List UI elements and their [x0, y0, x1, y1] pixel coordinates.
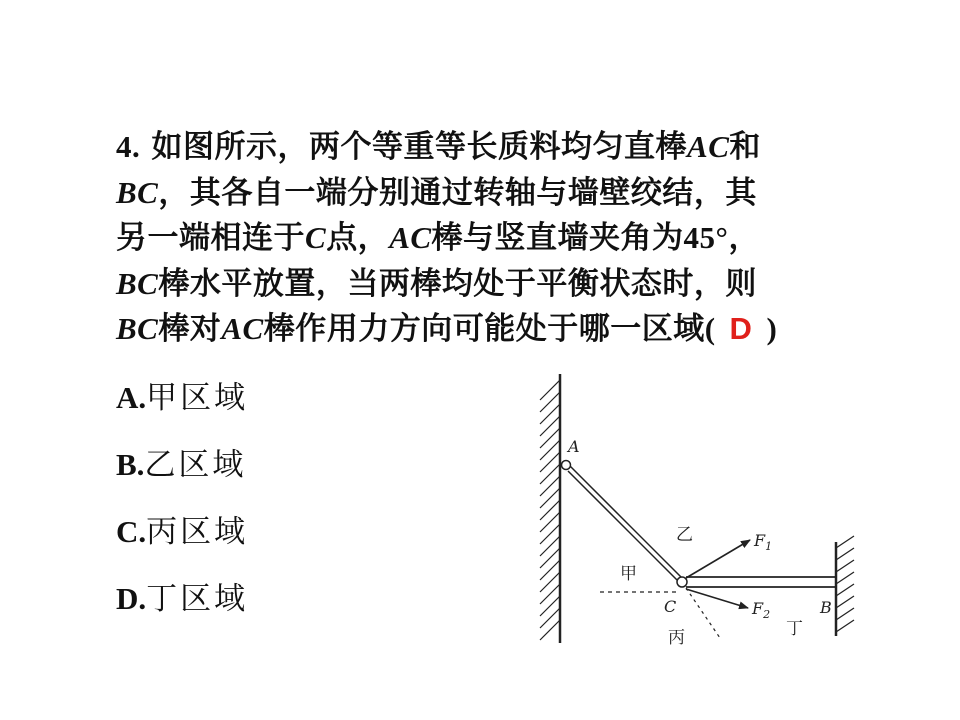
pivot-c	[677, 577, 687, 587]
pivot-a	[562, 461, 571, 470]
variable-bc: BC	[116, 265, 159, 301]
question-line-5: BC棒对AC棒作用力方向可能处于哪一区域( D )	[116, 311, 778, 347]
question-line-2: BC，其各自一端分别通过转轴与墙壁绞结，其	[116, 174, 757, 211]
option-c: C.丙区域	[116, 514, 249, 550]
question-text	[116, 124, 896, 352]
paren-open: (	[704, 311, 716, 346]
paren-close: )	[766, 311, 778, 346]
region-jia-label: 甲	[620, 564, 637, 584]
label-point-a: A	[568, 437, 580, 456]
variable-bc: BC	[116, 311, 159, 346]
right-wall	[836, 536, 854, 636]
question-number: 4.	[116, 129, 141, 164]
label-f1: $F_1$	[754, 531, 773, 553]
label-f2: $F_2$	[752, 599, 771, 621]
region-ding-label: 丁	[786, 619, 803, 639]
question-line-3: 另一端相连于C点，AC棒与竖直墙夹角为45°，	[116, 220, 760, 256]
variable-c: C	[305, 220, 327, 255]
label-point-c: C	[664, 597, 677, 616]
left-wall	[540, 374, 560, 643]
region-bing-label: 丙	[668, 628, 685, 648]
option-b: B.乙区域	[116, 447, 247, 483]
force-f2-arrow	[686, 589, 748, 608]
answer-mark: D	[729, 311, 753, 346]
variable-ac: AC	[389, 220, 432, 255]
variable-ac: AC	[221, 311, 264, 346]
question-line-1: 4. 如图所示，两个等重等长质料均匀直棒AC和	[116, 129, 761, 165]
option-a: A.甲区域	[116, 380, 249, 416]
variable-ac: AC	[687, 129, 730, 164]
question-line-4: BC棒水平放置，当两棒均处于平衡状态时，则	[116, 265, 757, 302]
angle-value: 45°	[683, 220, 729, 255]
region-yi-label: 乙	[676, 525, 693, 545]
option-d: D.丁区域	[116, 581, 249, 617]
variable-bc: BC	[116, 174, 159, 210]
physics-diagram	[520, 368, 860, 653]
force-f1-arrow	[686, 540, 750, 578]
rod-bc	[686, 577, 836, 587]
label-point-b: B	[820, 598, 832, 617]
extension-dashed-line	[686, 588, 720, 638]
